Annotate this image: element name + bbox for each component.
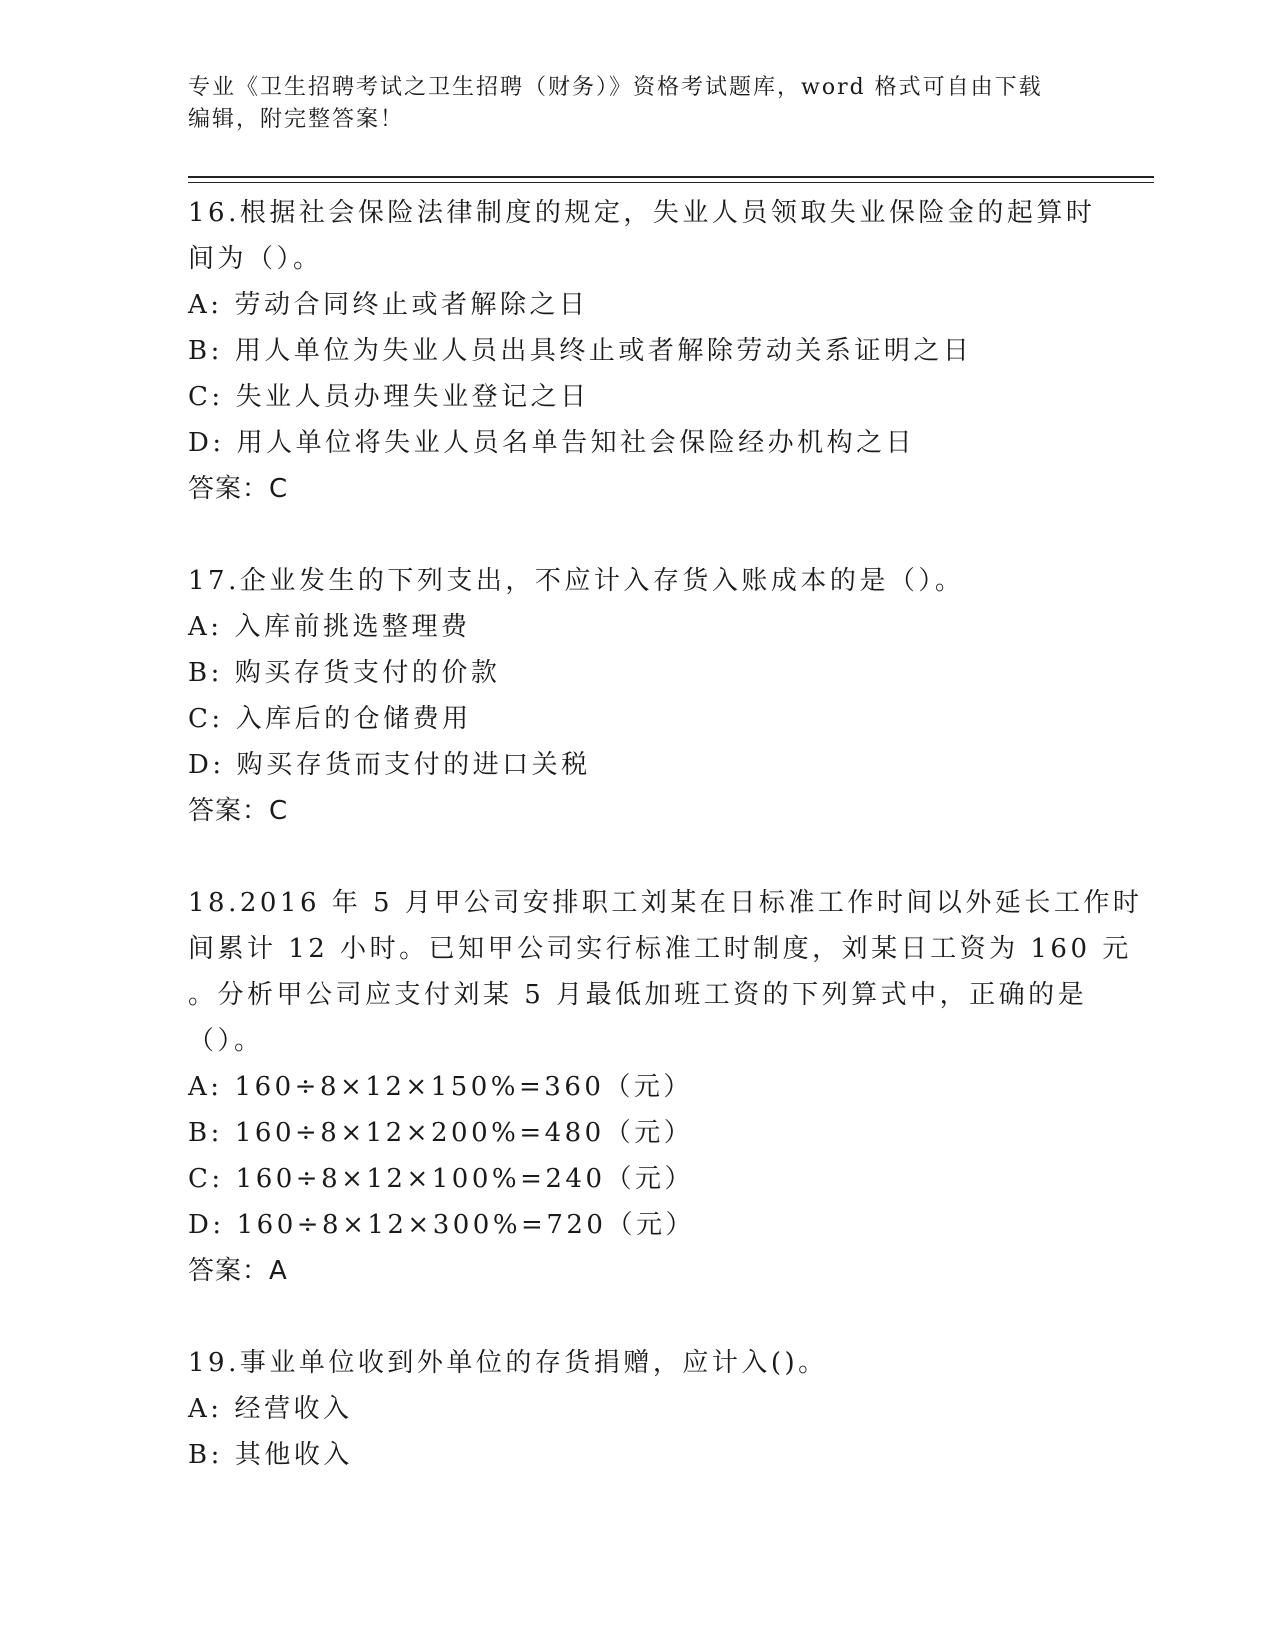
option-a	[188, 1386, 1088, 1432]
option-letter: D:	[188, 428, 225, 458]
option-letter: A:	[188, 1394, 223, 1424]
header-divider-thick	[188, 176, 1154, 178]
option-letter: C:	[188, 1164, 224, 1194]
option-text: 失业人员办理失业登记之日	[235, 382, 590, 412]
question-16	[188, 190, 1096, 512]
option-text: 入库后的仓储费用	[235, 704, 472, 734]
question-text: 间为（）。	[188, 244, 323, 274]
question-text: 17.企业发生的下列支出，不应计入存货入账成本的是（）。	[188, 566, 965, 596]
option-letter: B:	[188, 658, 223, 688]
option-text: 购买存货支付的价款	[234, 658, 501, 688]
option-b	[188, 1110, 1088, 1156]
option-text: 160÷8×12×100%=240（元）	[235, 1164, 695, 1194]
option-letter: A:	[188, 290, 223, 320]
option-a	[188, 604, 1088, 650]
option-text: 劳动合同终止或者解除之日	[234, 290, 589, 320]
answer-line: 答案：C	[188, 796, 289, 826]
option-d	[188, 742, 1088, 788]
option-letter: B:	[188, 1440, 223, 1470]
option-text: 160÷8×12×200%=480（元）	[234, 1118, 694, 1148]
option-letter: D:	[188, 1210, 225, 1240]
option-letter: A:	[188, 612, 223, 642]
option-letter: A:	[188, 1072, 223, 1102]
option-c	[188, 696, 1088, 742]
document-header	[188, 72, 1068, 136]
option-text: 160÷8×12×300%=720（元）	[236, 1210, 695, 1240]
question-text: 19.事业单位收到外单位的存货捐赠，应计入()。	[188, 1348, 828, 1378]
option-a	[188, 1064, 1088, 1110]
option-letter: C:	[188, 704, 224, 734]
question-17	[188, 558, 1088, 834]
option-b	[188, 1432, 1088, 1478]
option-b	[188, 650, 1088, 696]
header-divider-thin	[188, 182, 1154, 183]
option-letter: C:	[188, 382, 224, 412]
option-d	[188, 420, 1088, 466]
option-text: 经营收入	[234, 1394, 353, 1424]
option-text: 160÷8×12×150%=360（元）	[234, 1072, 693, 1102]
option-text: 用人单位为失业人员出具终止或者解除劳动关系证明之日	[234, 336, 973, 366]
header-line: 专业《卫生招聘考试之卫生招聘（财务）》资格考试题库，word 格式可自由下载	[188, 75, 1043, 100]
option-text: 入库前挑选整理费	[234, 612, 471, 642]
option-letter: B:	[188, 336, 223, 366]
question-text: （）。	[188, 1026, 264, 1056]
question-list	[188, 190, 1143, 1478]
question-text: 18.2016 年 5 月甲公司安排职工刘某在日标准工作时间以外延长工作时	[188, 888, 1143, 918]
option-text: 购买存货而支付的进口关税	[236, 750, 591, 780]
option-c	[188, 374, 1088, 420]
question-18	[188, 880, 1143, 1294]
header-line: 编辑，附完整答案！	[188, 107, 405, 132]
option-c	[188, 1156, 1088, 1202]
option-letter: B:	[188, 1118, 223, 1148]
option-b	[188, 328, 1088, 374]
question-text: 间累计 12 小时。已知甲公司实行标准工时制度，刘某日工资为 160 元	[188, 934, 1132, 964]
option-a	[188, 282, 1088, 328]
option-text: 其他收入	[234, 1440, 353, 1470]
answer-line: 答案：A	[188, 1256, 288, 1286]
question-19	[188, 1340, 1088, 1478]
option-text: 用人单位将失业人员名单告知社会保险经办机构之日	[236, 428, 916, 458]
question-text: 。分析甲公司应支付刘某 5 月最低加班工资的下列算式中，正确的是	[188, 980, 1088, 1010]
question-text: 16.根据社会保险法律制度的规定，失业人员领取失业保险金的起算时	[188, 198, 1096, 228]
option-d	[188, 1202, 1088, 1248]
answer-line: 答案：C	[188, 474, 289, 504]
option-letter: D:	[188, 750, 225, 780]
